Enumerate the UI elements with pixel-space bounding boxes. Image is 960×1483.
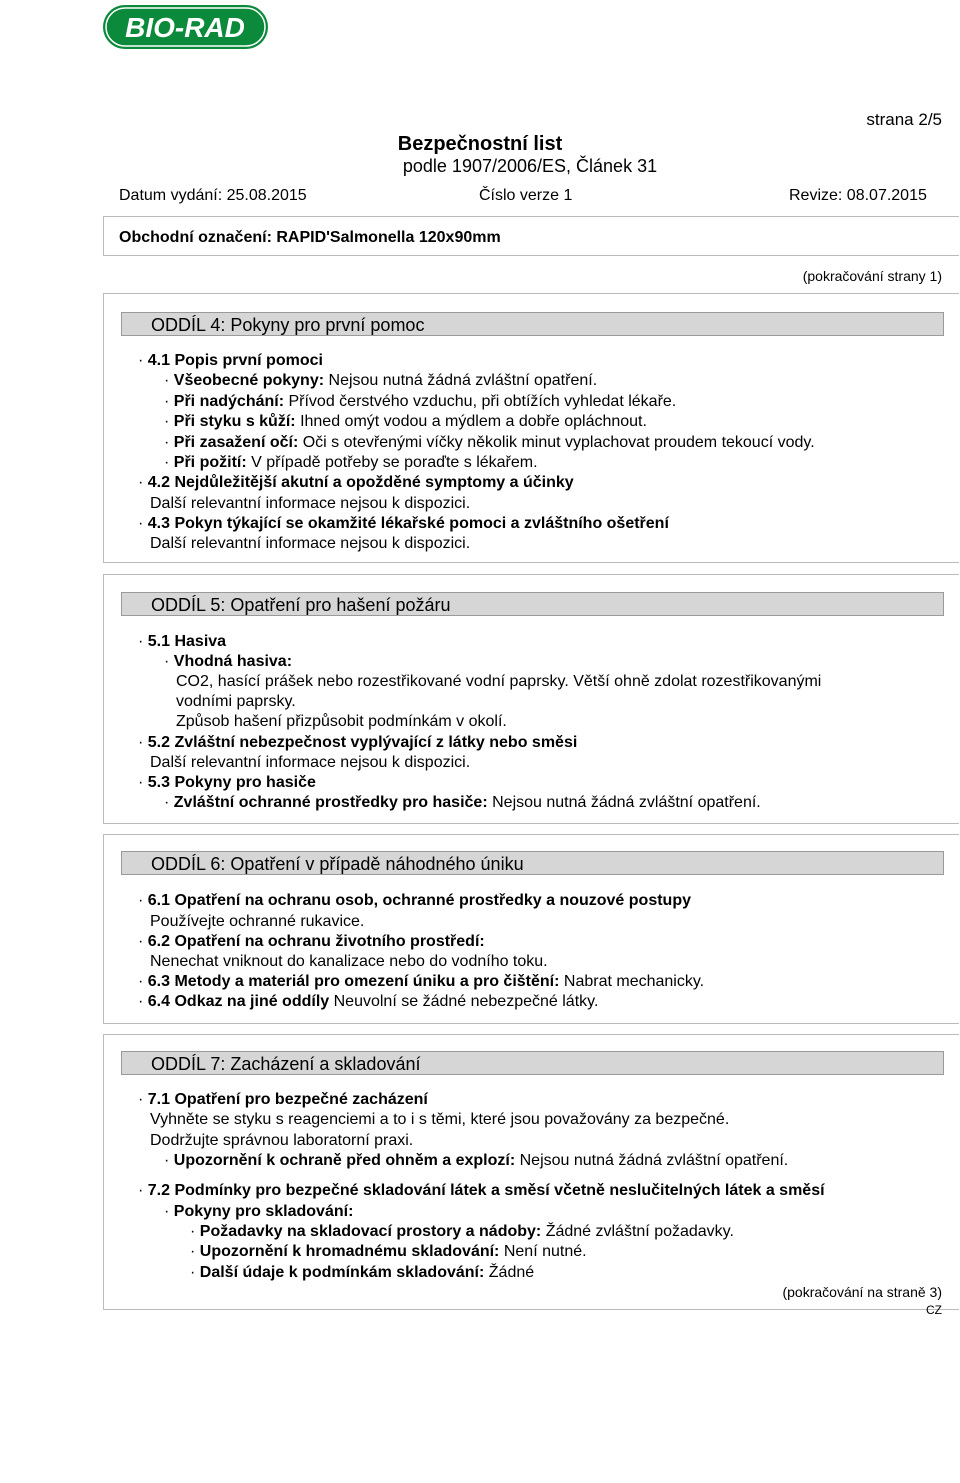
- extinguishing-media-text-1: CO2, hasící prášek nebo rozestřikované vodní paprsky. Větší ohně zdolat rozestřikovanými: [176, 673, 822, 690]
- storage-advice: · Pokyny pro skladování:: [164, 1203, 354, 1220]
- issue-date: Datum vydání: 25.08.2015: [119, 187, 307, 204]
- section-6-4: · 6.4 Odkaz na jiné oddíly Neuvolní se žádné nebezpečné látky.: [138, 993, 599, 1010]
- section-6-1: · 6.1 Opatření na ochranu osob, ochranné prostředky a nouzové postupy: [138, 892, 691, 909]
- section-5-1: · 5.1 Hasiva: [138, 633, 227, 650]
- ingestion-advice: · Při požití: V případě potřeby se poraďte s lékařem.: [164, 454, 538, 471]
- section-6-2-text: Nenechat vniknout do kanalizace nebo do vodního toku.: [150, 953, 548, 970]
- storage-conditions: · Další údaje k podmínkám skladování: Žádné: [190, 1264, 535, 1281]
- section-6-3: · 6.3 Metody a materiál pro omezení úniku a pro čištění: Nabrat mechanicky.: [138, 973, 705, 990]
- section-5-3: · 5.3 Pokyny pro hasiče: [138, 774, 316, 791]
- section-4-2-text: Další relevantní informace nejsou k dispozici.: [150, 495, 471, 512]
- trade-name: Obchodní označení: RAPID'Salmonella 120x90mm: [119, 229, 501, 246]
- firefighter-equipment: · Zvláštní ochranné prostředky pro hasiče: Nejsou nutná žádná zvláštní opatření.: [164, 794, 761, 811]
- continued-to: (pokračování na straně 3): [782, 1284, 942, 1300]
- section-7-heading: ODDÍL 7: Zacházení a skladování: [121, 1051, 944, 1075]
- section-5-2: · 5.2 Zvláštní nebezpečnost vyplývající z látky nebo směsi: [138, 734, 578, 751]
- page-number: strana 2/5: [866, 110, 942, 129]
- continued-from: (pokračování strany 1): [802, 268, 942, 284]
- extinguishing-media-text-2: vodními paprsky.: [176, 693, 296, 710]
- section-5-2-text: Další relevantní informace nejsou k dispozici.: [150, 754, 471, 771]
- language-code: CZ: [926, 1303, 942, 1317]
- section-4-3-text: Další relevantní informace nejsou k dispozici.: [150, 535, 471, 552]
- section-4-heading: ODDÍL 4: Pokyny pro první pomoc: [121, 312, 944, 336]
- section-6-1-text: Používejte ochranné rukavice.: [150, 913, 365, 930]
- inhalation-advice: · Při nadýchání: Přívod čerstvého vzduchu, při obtížích vyhledat lékaře.: [164, 393, 677, 410]
- document-title: Bezpečnostní list: [397, 133, 563, 155]
- bio-rad-logo: [103, 5, 268, 49]
- common-storage: · Upozornění k hromadnému skladování: Není nutné.: [190, 1243, 587, 1260]
- section-5-heading: ODDÍL 5: Opatření pro hašení požáru: [121, 592, 944, 616]
- fire-explosion-advice: · Upozornění k ochraně před ohněm a explozí: Nejsou nutná žádná zvláštní opatření.: [164, 1152, 789, 1169]
- general-advice: · Všeobecné pokyny: Nejsou nutná žádná zvláštní opatření.: [164, 372, 598, 389]
- section-4-1: · 4.1 Popis první pomoci: [138, 352, 323, 369]
- section-7-1-text-1: Vyhněte se styku s reagenciemi a to i s těmi, které jsou považovány za bezpečné.: [150, 1111, 730, 1128]
- eye-advice: · Při zasažení očí: Oči s otevřenými víčky několik minut vyplachovat proudem tekoucí vody.: [164, 434, 815, 451]
- document-subtitle: podle 1907/2006/ES, Článek 31: [402, 156, 658, 176]
- section-6-heading: ODDÍL 6: Opatření v případě náhodného úniku: [121, 851, 944, 875]
- version-number: Číslo verze 1: [479, 187, 573, 204]
- section-7-1-text-2: Dodržujte správnou laboratorní praxi.: [150, 1132, 414, 1149]
- section-6-2: · 6.2 Opatření na ochranu životního prostředí:: [138, 933, 485, 950]
- extinguishing-media: · Vhodná hasiva:: [164, 653, 293, 670]
- section-4-3: · 4.3 Pokyn týkající se okamžité lékařské pomoci a zvláštního ošetření: [138, 515, 669, 532]
- revision-date: Revize: 08.07.2015: [789, 187, 927, 204]
- skin-advice: · Při styku s kůží: Ihned omýt vodou a mýdlem a dobře opláchnout.: [164, 413, 647, 430]
- section-4-2: · 4.2 Nejdůležitější akutní a opožděné symptomy a účinky: [138, 474, 574, 491]
- section-7-1: · 7.1 Opatření pro bezpečné zacházení: [138, 1091, 428, 1108]
- extinguishing-media-text-3: Způsob hašení přizpůsobit podmínkám v okolí.: [176, 713, 507, 730]
- section-7-2: · 7.2 Podmínky pro bezpečné skladování látek a směsí včetně neslučitelných látek a směsí: [138, 1182, 825, 1199]
- storage-requirements: · Požadavky na skladovací prostory a nádoby: Žádné zvláštní požadavky.: [190, 1223, 734, 1240]
- logo-text: BIO-RAD: [125, 12, 245, 43]
